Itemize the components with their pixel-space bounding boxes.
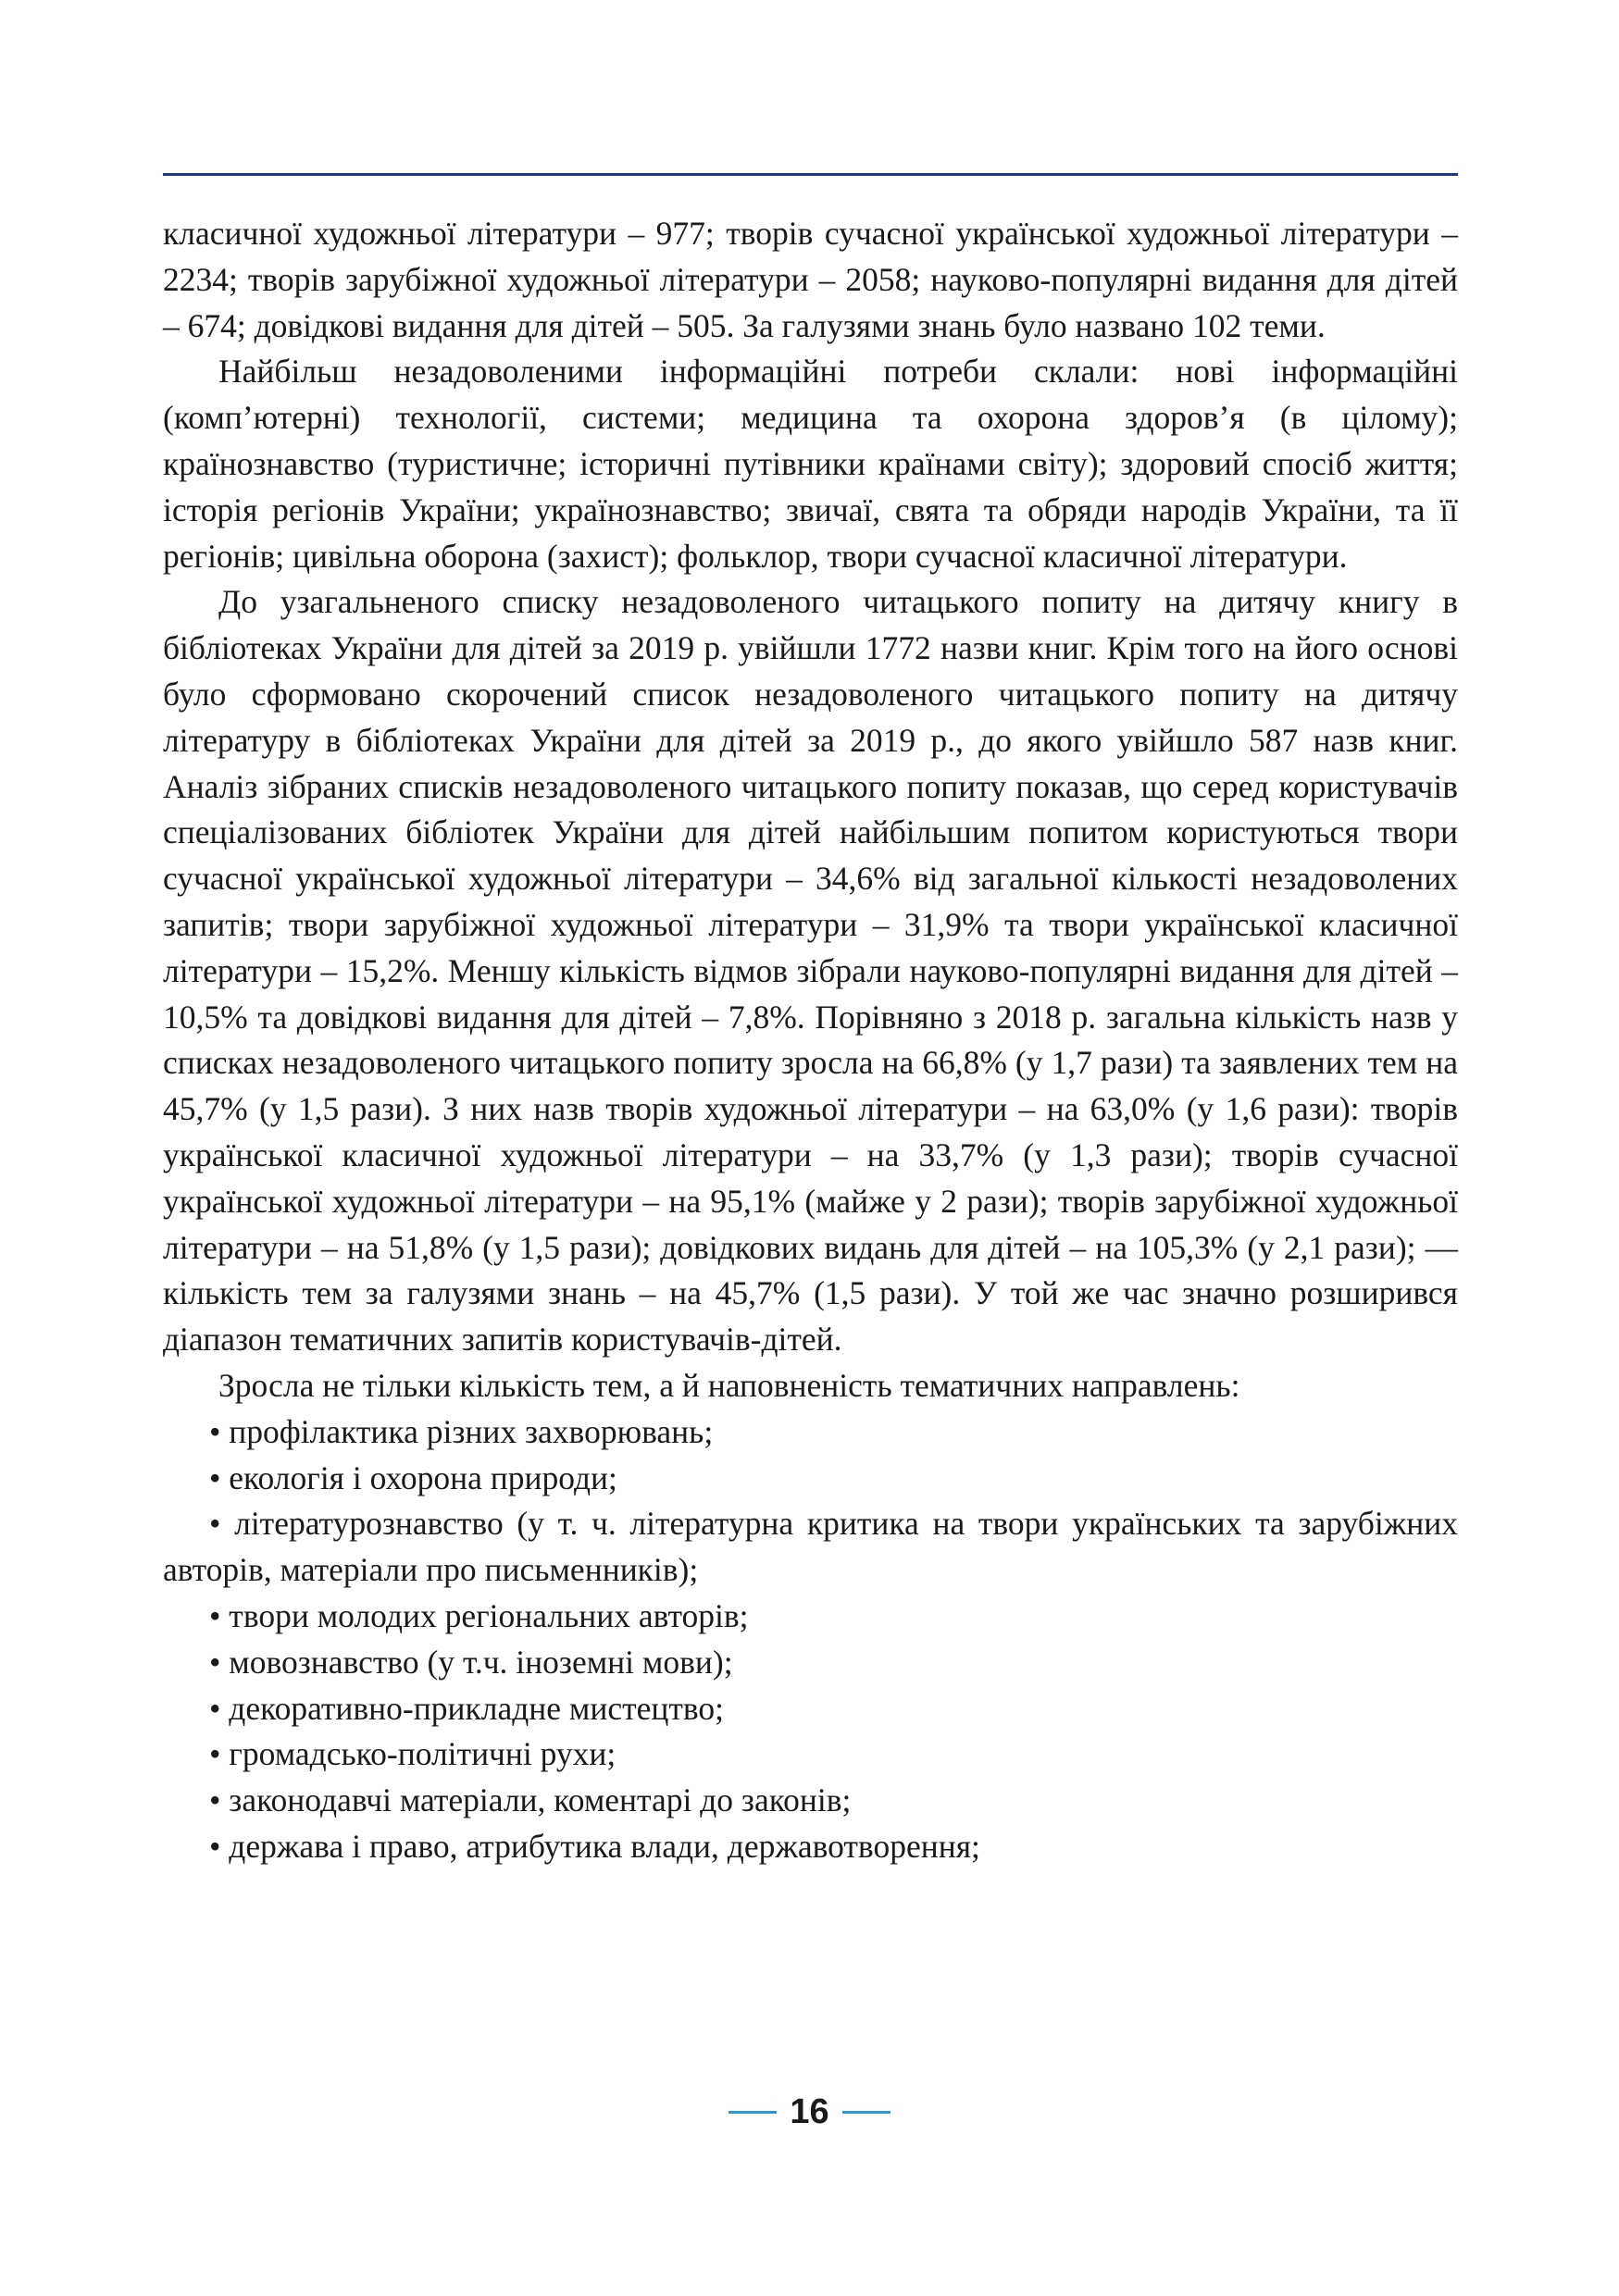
footer-rule-right [842,2111,890,2114]
paragraph: класичної художньої літератури – 977; творів сучасної української художньої літератури – 2234; творів зарубіжної художньої літератури – 2058; науково-популярні видання для дітей – 674; довідкові видання для дітей – 505. За галузями знань було названо 102 теми. [163,215,1458,344]
bullet-item: • громадсько-політичні рухи; [209,1735,616,1773]
bullet-item: • профілактика різних захворювань; [209,1412,714,1450]
bullet-item: • літературознавство (у т. ч. літературна критика на твори українських та зарубіжних авторів, матеріали про письменників); [163,1505,1458,1589]
bullet-item: • законодавчі матеріали, коментарі до законів; [209,1781,852,1819]
footer-rule-left [729,2111,777,2114]
bullet-item: • твори молодих регіональних авторів; [209,1596,749,1634]
paragraph: До узагальненого списку незадоволеного читацького попиту на дитячу книгу в бібліотеках України для дітей за 2019 р. увійшли 1772 назви книг. Крім того на його основі було сформовано скорочений список незадоволеного читацького попиту на дитячу літературу в бібліотеках України для дітей за 2019 р., до якого увійшло 587 назв книг. Аналіз зібраних списків незадоволеного читацького попиту показав, що серед користувачів спеціалізованих бібліотек України для дітей найбільшим попитом користуються твори сучасної української художньої літератури – 34,6% від загальної кількості незадоволених запитів; твори зарубіжної художньої літератури – 31,9% та твори української класичної літератури – 15,2%. Меншу кількість відмов зібрали науково-популярні видання для дітей – 10,5% та довідкові видання для дітей – 7,8%. Порівняно з 2018 р. загальна кількість назв у списках незадоволеного читацького попиту зросла на 66,8% (у 1,7 рази) та заявлених тем на 45,7% (у 1,5 рази). З них назв творів художньої літератури – на 63,0% (у 1,6 рази): творів української класичної художньої літератури – на 33,7% (у 1,3 рази); творів сучасної української художньої літератури – на 95,1% (майже у 2 рази); творів зарубіжної художньої літератури – на 51,8% (у 1,5 рази); довідкових видань для дітей – на 105,3% (у 2,1 рази); — кількість тем за галузями знань – на 45,7% (1,5 рази). У той же час значно розширився діапазон тематичних запитів користувачів-дітей. [163,583,1458,1359]
page-number: 16 [790,2091,829,2131]
bullet-item: • екологія і охорона природи; [209,1458,617,1496]
paragraph: Зросла не тільки кількість тем, а й наповненість тематичних направлень: [218,1366,1240,1404]
page-body [163,211,1458,1870]
bullet-item: • декоративно-прикладне мистецтво; [209,1689,725,1727]
bullet-item: • держава і право, атрибутика влади, державотворення; [209,1827,980,1865]
page-footer [0,2089,1619,2135]
paragraph: Найбільш незадоволеними інформаційні потреби склали: нові інформаційні (комп’ютерні) технології, системи; медицина та охорона здоров’я (в цілому); країнознавство (туристичне; історичні путівники країнами світу); здоровий спосіб життя; історія регіонів України; українознавство; звичаї, свята та обряди народів України, та її регіонів; цивільна оборона (захист); фольклор, твори сучасної класичної літератури. [163,353,1458,575]
bullet-item: • мовознавство (у т.ч. іноземні мови); [209,1643,733,1681]
header-rule [163,173,1458,176]
